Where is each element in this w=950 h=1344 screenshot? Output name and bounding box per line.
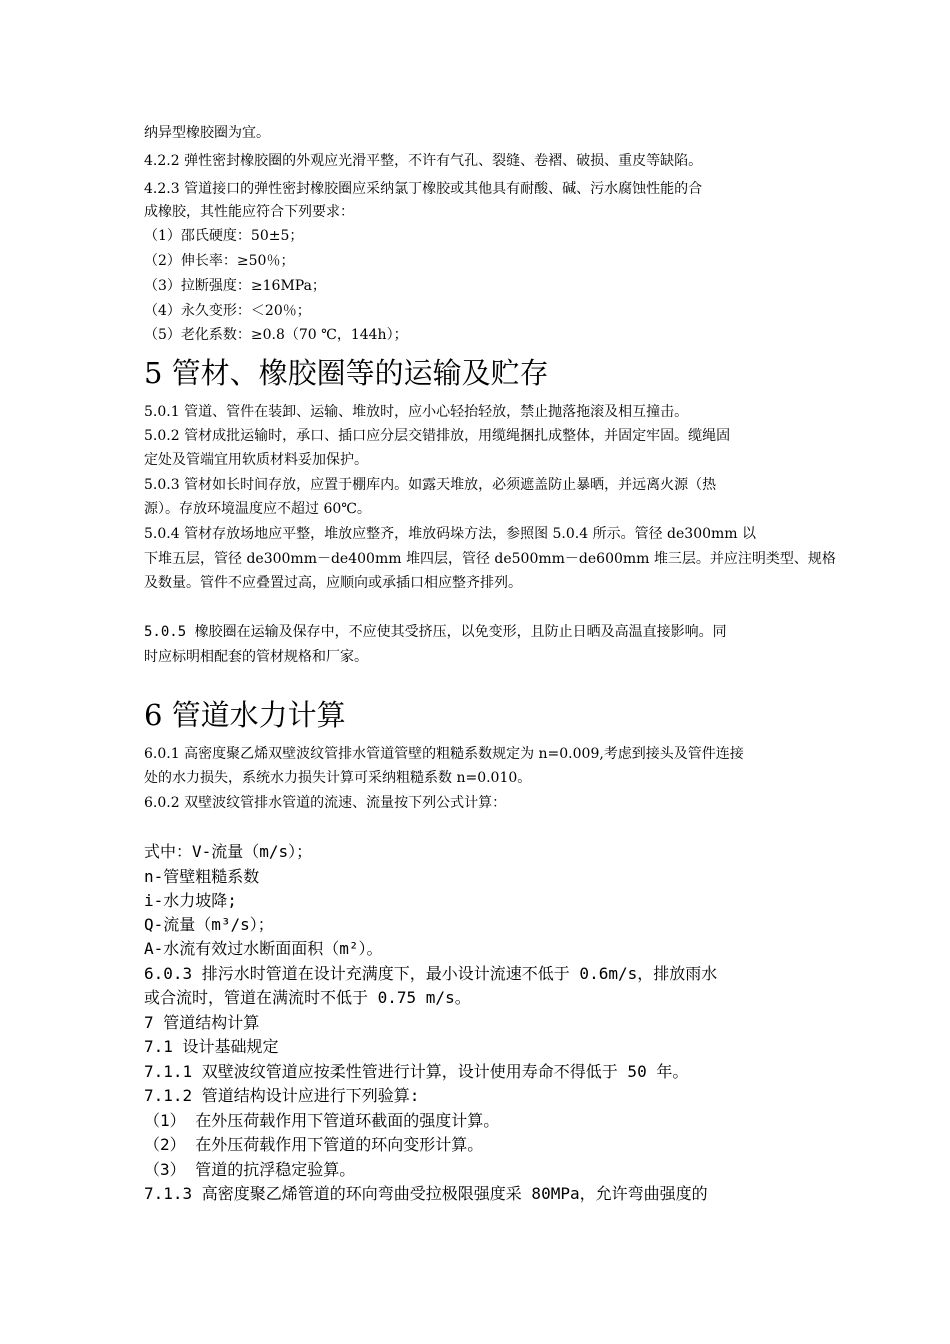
requirement-item: （1）邵氏硬度：50±5； [144, 228, 304, 244]
paragraph-5-0-5-line2: 时应标明相配套的管材规格和厂家。 [144, 649, 368, 665]
paragraph-continuation: 纳异型橡胶圈为宜。 [144, 125, 270, 141]
paragraph-4-2-3-line1: 4.2.3 管道接口的弹性密封橡胶圈应采纳氯丁橡胶或其他具有耐酸、碱、污水腐蚀性能的合 [144, 181, 703, 197]
paragraph-5-0-5-line1: 5.0.5 橡胶圈在运输及保存中，不应使其受挤压，以免变形，且防止日晒及高温直接影响。同 [144, 624, 727, 640]
requirement-item: （5）老化系数：≥0.8（70 ℃，144h）； [144, 327, 408, 343]
paragraph-6-0-2: 6.0.2 双壁波纹管排水管道的流速、流量按下列公式计算： [144, 795, 507, 811]
paragraph-6-0-3-line1: 6.0.3 排污水时管道在设计充满度下，最小设计流速不低于 0.6m/s，排放雨水 [144, 964, 718, 983]
requirement-item: （2）伸长率：≥50％； [144, 253, 295, 269]
check-item: （3） 管道的抗浮稳定验算。 [144, 1160, 356, 1179]
paragraph-5-0-2-line2: 定处及管端宜用软质材料妥加保护。 [144, 452, 368, 468]
paragraph-4-2-2: 4.2.2 弹性密封橡胶圈的外观应光滑平整，不许有气孔、裂缝、卷褶、破损、重皮等缺陷。 [144, 153, 703, 169]
check-item: （1） 在外压荷载作用下管道环截面的强度计算。 [144, 1111, 500, 1130]
paragraph-5-0-3-line1: 5.0.3 管材如长时间存放，应置于棚库内。如露天堆放，必须遮盖防止暴晒，并远离火源（热 [144, 477, 717, 493]
section-heading-5: 5 管材、橡胶圈等的运输及贮存 [144, 356, 549, 390]
paragraph-5-0-2-line1: 5.0.2 管材成批运输时，承口、插口应分层交错排放，用缆绳捆扎成整体，并固定牢固。缆绳固 [144, 428, 731, 444]
definition-n: n-管壁粗糙系数 [144, 867, 260, 886]
requirement-item: （3）拉断强度：≥16MPa； [144, 278, 326, 294]
paragraph-5-0-1: 5.0.1 管道、管件在装卸、运输、堆放时，应小心轻抬轻放，禁止抛落拖滚及相互撞击。 [144, 404, 689, 420]
paragraph-4-2-3-line2: 成橡胶，其性能应符合下列要求： [144, 204, 354, 220]
requirement-item: （4）永久变形：＜20％； [144, 303, 311, 319]
paragraph-5-0-4-line2: 下堆五层，管径 de300mm－de400mm 堆四层，管径 de500mm－de600mm 堆三层。并应注明类型、规格 [144, 551, 836, 567]
check-item: （2） 在外压荷载作用下管道的环向变形计算。 [144, 1135, 484, 1154]
paragraph-6-0-1-line1: 6.0.1 高密度聚乙烯双壁波纹管排水管道管壁的粗糙系数规定为 n=0.009,考虑到接头及管件连接 [144, 746, 744, 762]
section-heading-7: 7 管道结构计算 [144, 1013, 260, 1032]
paragraph-7-1-3: 7.1.3 高密度聚乙烯管道的环向弯曲受拉极限强度采 80MPa，允许弯曲强度的 [144, 1184, 708, 1203]
subheading-7-1: 7.1 设计基础规定 [144, 1037, 279, 1056]
paragraph-5-0-3-line2: 源）。存放环境温度应不超过 60℃。 [144, 501, 371, 517]
definition-v: 式中：V-流量（m/s）； [144, 842, 313, 861]
paragraph-6-0-3-line2: 或合流时，管道在满流时不低于 0.75 m/s。 [144, 988, 471, 1007]
definition-q: Q-流量（m³/s）； [144, 915, 274, 934]
paragraph-6-0-1-line2: 处的水力损失，系统水力损失计算可采纳粗糙系数 n=0.010。 [144, 770, 532, 786]
paragraph-7-1-2: 7.1.2 管道结构设计应进行下列验算: [144, 1086, 420, 1105]
paragraph-5-0-4-line1: 5.0.4 管材存放场地应平整，堆放应整齐，堆放码垛方法，参照图 5.0.4 所示。管径 de300mm 以 [144, 526, 757, 542]
definition-a: A-水流有效过水断面面积（m²）。 [144, 939, 383, 958]
section-heading-6: 6 管道水力计算 [144, 698, 346, 732]
definition-i: i-水力坡降; [144, 891, 237, 910]
paragraph-7-1-1: 7.1.1 双壁波纹管道应按柔性管进行计算，设计使用寿命不得低于 50 年。 [144, 1062, 689, 1081]
paragraph-5-0-4-line3: 及数量。管件不应叠置过高，应顺向或承插口相应整齐排列。 [144, 575, 522, 591]
